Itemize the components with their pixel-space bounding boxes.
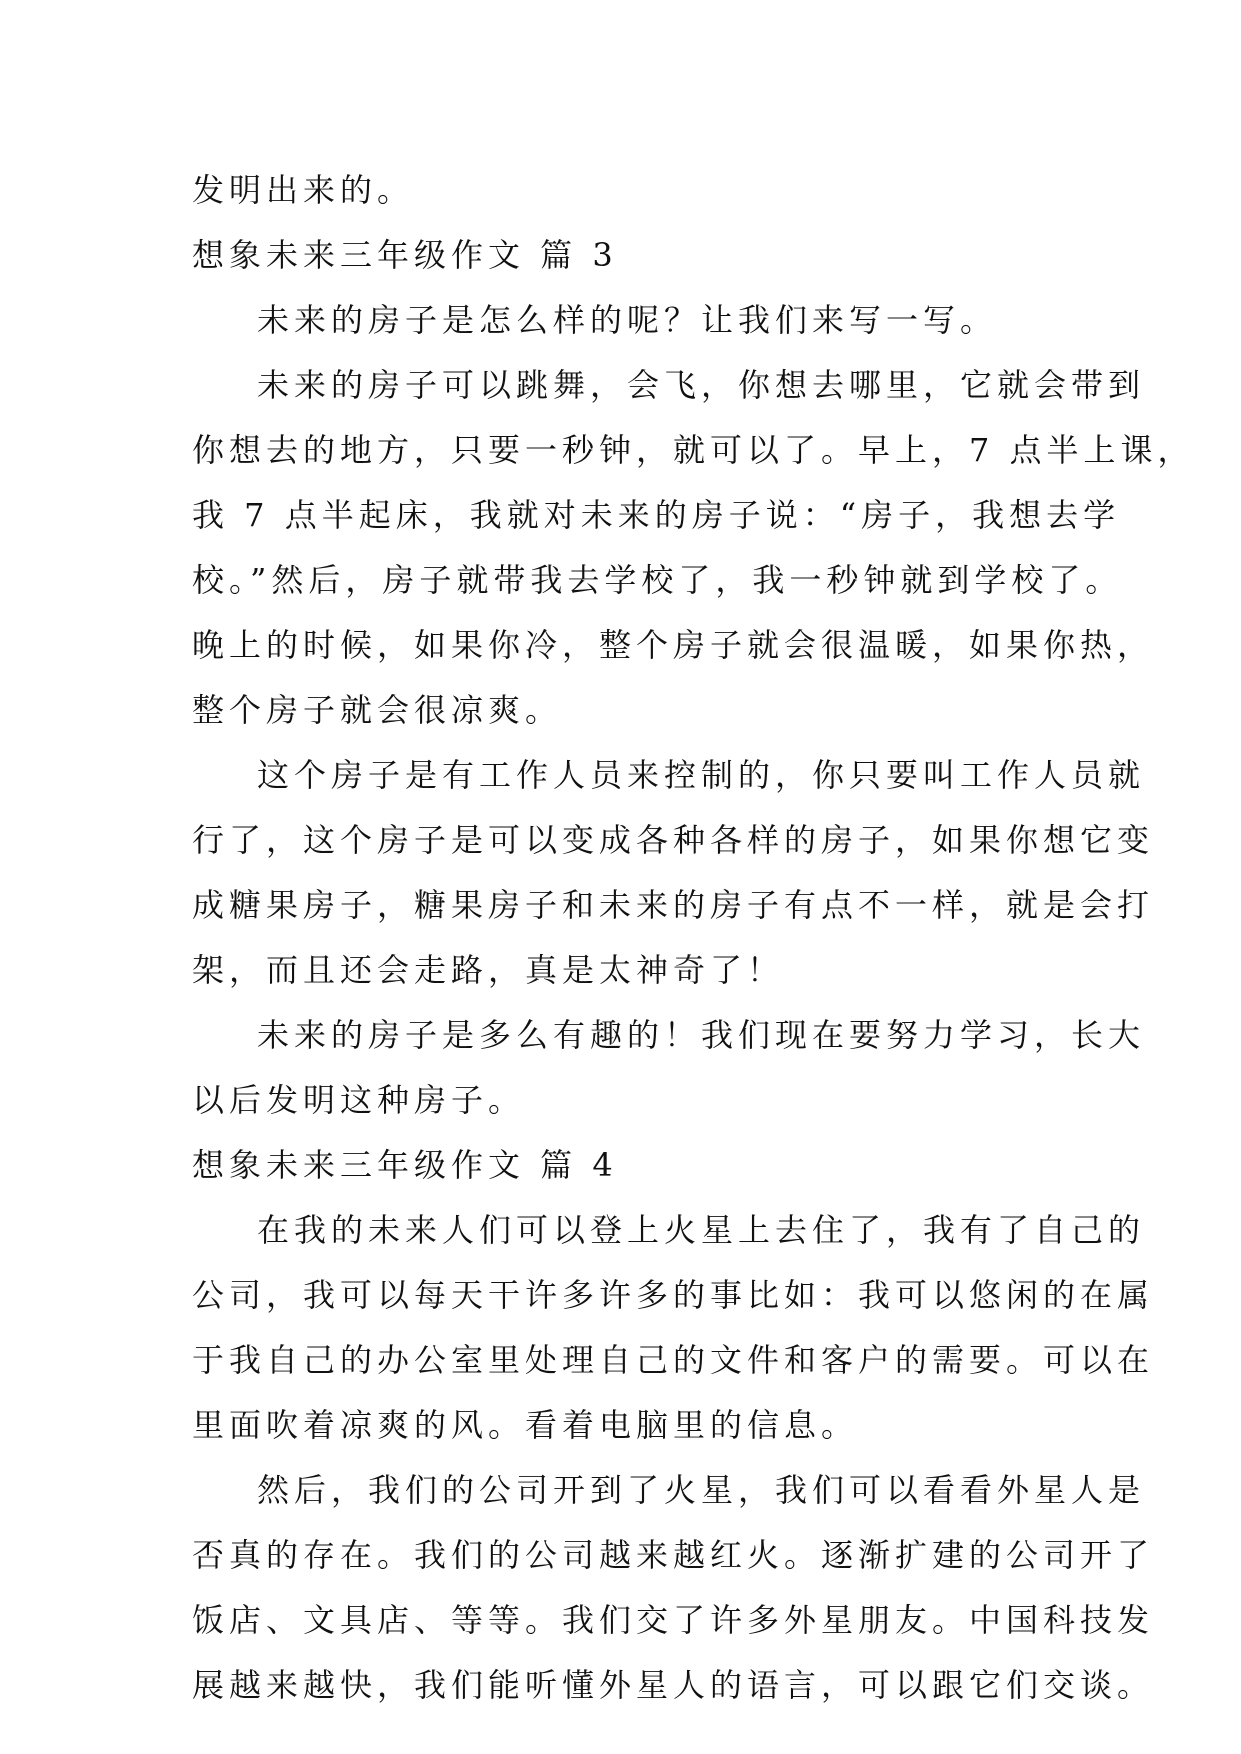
text-line: 展越来越快，我们能听懂外星人的语言，可以跟它们交谈。: [192, 1666, 1155, 1704]
text-line: 于我自己的办公室里处理自己的文件和客户的需要。可以在: [192, 1341, 1155, 1379]
text-line: 以后发明这种房子。: [192, 1081, 526, 1119]
text-line: 未来的房子是多么有趣的！我们现在要努力学习，长大: [257, 1016, 1146, 1054]
section-heading-4: 想象未来三年级作文 篇 4: [192, 1146, 618, 1184]
text-line: 然后，我们的公司开到了火星，我们可以看看外星人是: [257, 1471, 1146, 1509]
text-line: 未来的房子可以跳舞，会飞，你想去哪里，它就会带到: [257, 366, 1146, 404]
text-line: 在我的未来人们可以登上火星上去住了，我有了自己的: [257, 1211, 1146, 1249]
text-line: 我 7 点半起床，我就对未来的房子说：“房子，我想去学: [192, 496, 1121, 534]
text-line: 这个房子是有工作人员来控制的，你只要叫工作人员就: [257, 756, 1146, 794]
text-line: 饭店、文具店、等等。我们交了许多外星朋友。中国科技发: [192, 1601, 1155, 1639]
text-line: 发明出来的。: [192, 171, 415, 209]
text-line: 里面吹着凉爽的风。看着电脑里的信息。: [192, 1406, 859, 1444]
text-line: 公司，我可以每天干许多许多的事比如：我可以悠闲的在属: [192, 1276, 1155, 1314]
text-line: 行了，这个房子是可以变成各种各样的房子，如果你想它变: [192, 821, 1155, 859]
text-line: 校。”然后，房子就带我去学校了，我一秒钟就到学校了。: [192, 561, 1123, 599]
text-line: 否真的存在。我们的公司越来越红火。逐渐扩建的公司开了: [192, 1536, 1155, 1574]
document-body: [192, 158, 1195, 1718]
text-line: 整个房子就会很凉爽。: [192, 691, 563, 729]
text-line: 未来的房子是怎么样的呢？让我们来写一写。: [257, 301, 998, 339]
text-line: 成糖果房子，糖果房子和未来的房子有点不一样，就是会打: [192, 886, 1155, 924]
text-line: 晚上的时候，如果你冷，整个房子就会很温暖，如果你热，: [192, 626, 1155, 664]
section-heading-3: 想象未来三年级作文 篇 3: [192, 236, 618, 274]
text-line: 你想去的地方，只要一秒钟，就可以了。早上，7 点半上课，: [192, 431, 1195, 469]
text-line: 架，而且还会走路，真是太神奇了！: [192, 951, 785, 989]
